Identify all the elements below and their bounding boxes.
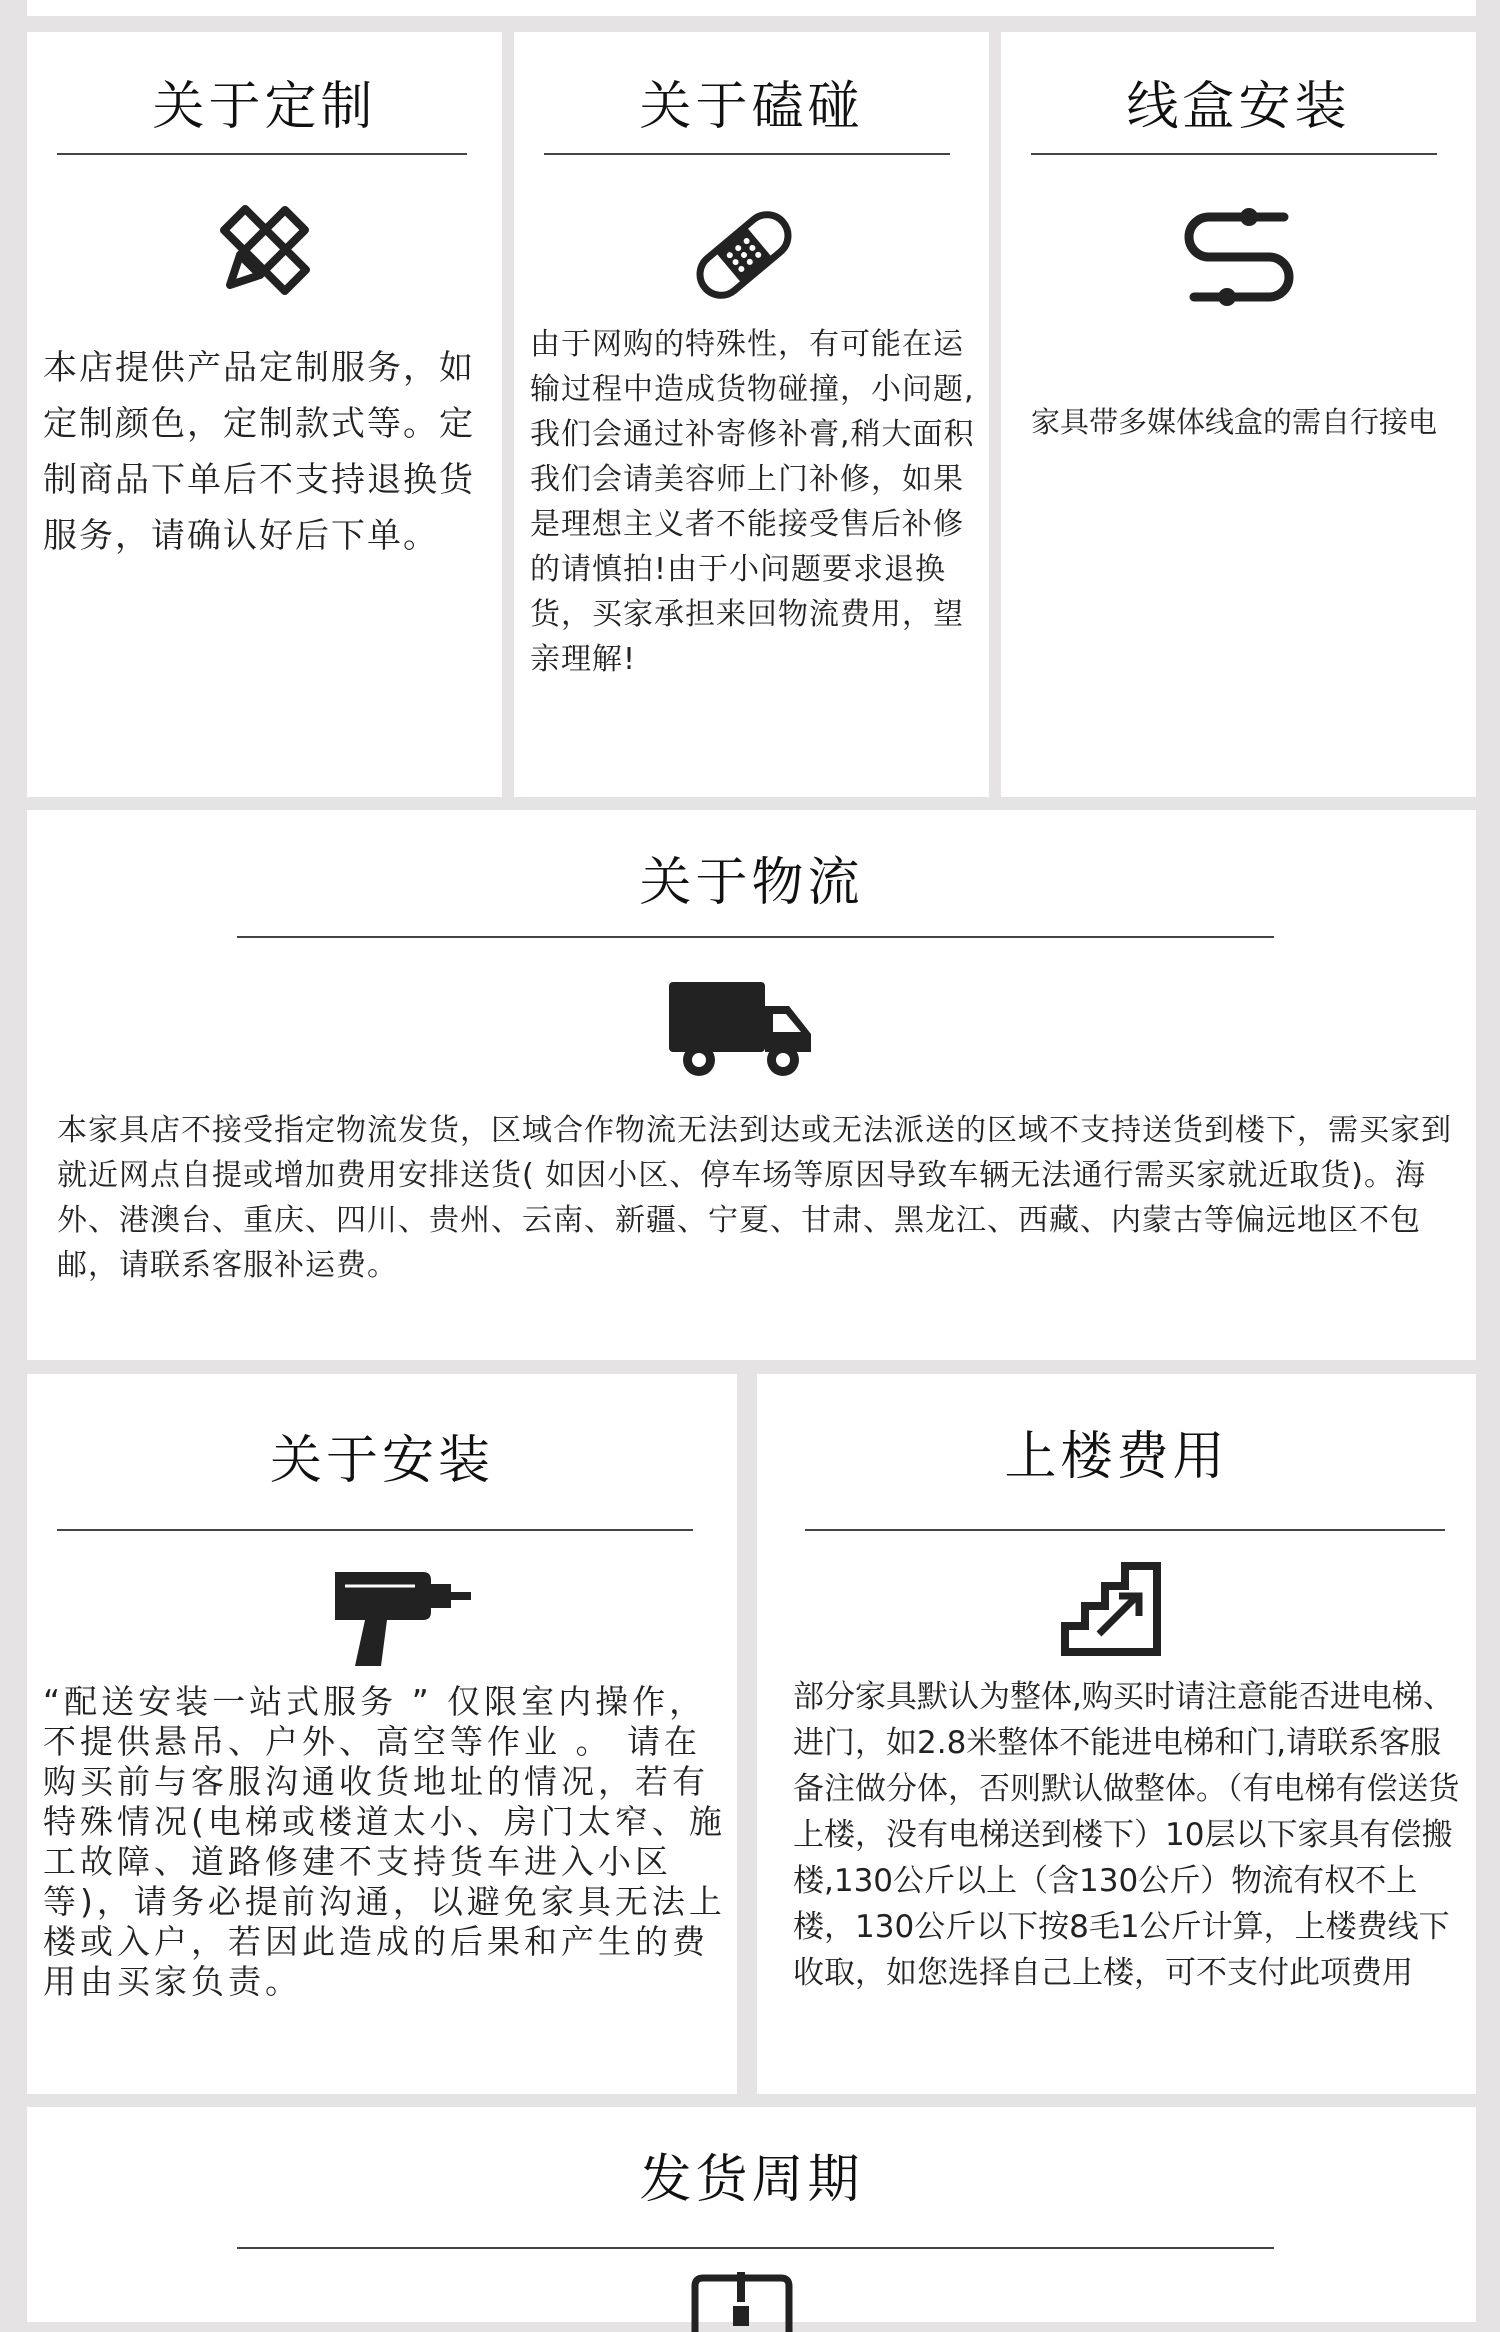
shipping-cycle-title: 发货周期 — [639, 2150, 864, 2210]
shipping-cycle-divider — [237, 2247, 1274, 2249]
custom-order-body: 本店提供产品定制服务，如定制颜色，定制款式等。定制商品下单后不支持退换货服务，请确认好后下单。 — [43, 348, 475, 556]
stairs-fee-card — [757, 1374, 1476, 2094]
bump-policy-divider — [544, 153, 950, 155]
stairs-icon — [1059, 1548, 1169, 1658]
logistics-divider — [237, 936, 1274, 938]
delivery-truck-icon — [665, 968, 815, 1088]
logistics-body: 本家具店不接受指定物流发货，区域合作物流无法到达或无法派送的区域不支持送货到楼下，需买家到就近网点自提或增加费用安排送货( 如因小区、停车场等原因导致车辆无法通行需买家就近取货)。海外、港澳台、重庆、四川、贵州、云南、新疆、宁夏、甘肃、黑龙江、西藏、内蒙古等偏远地区不包邮，请联系客服补运费。 — [57, 1113, 1452, 1283]
pencil-ruler-icon — [210, 195, 320, 305]
installation-divider — [57, 1529, 693, 1531]
stairs-fee-body: 部分家具默认为整体,购买时请注意能否进电梯、进门，如2.8米整体不能进电梯和门,请联系客服备注做分体，否则默认做整体。（有电梯有偿送货上楼，没有电梯送到楼下）10层以下家具有偿搬楼,130公斤以上（含130公斤）物流有权不上楼，130公斤以下按8毛1公斤计算，上楼费线下收取，如您选择自己上楼，可不支付此项费用 — [793, 1679, 1460, 1991]
installation-title: 关于安装 — [269, 1431, 494, 1491]
cable-box-body: 家具带多媒体线盒的需自行接电 — [1031, 405, 1438, 439]
installation-card — [27, 1374, 737, 2094]
calendar-icon — [687, 2272, 797, 2332]
cable-box-title: 线盒安装 — [1126, 77, 1351, 137]
power-drill-icon — [325, 1562, 475, 1672]
shipping-cycle-card — [27, 2107, 1476, 2322]
logistics-card — [27, 810, 1476, 1360]
bump-policy-card — [514, 32, 989, 797]
installation-body: “配送安装一站式服务 ” 仅限室内操作， 不提供悬吊、户外、高空等作业 。 请在购买前与客服沟通收货地址的情况，若有特殊情况(电梯或楼道太小、房门太窄、施工故障、道路修建不支持货车进入小区等)，请务必提前沟通，以避免家具无法上楼或入户，若因此造成的后果和产生的费用由买家负责。 — [43, 1682, 726, 2001]
custom-order-title: 关于定制 — [152, 77, 377, 137]
bandage-icon — [689, 200, 799, 310]
cable-path-icon — [1179, 202, 1299, 312]
stairs-fee-divider — [805, 1529, 1445, 1531]
custom-order-divider — [57, 153, 467, 155]
custom-order-card — [27, 32, 502, 797]
bump-policy-body: 由于网购的特殊性，有可能在运输过程中造成货物碰撞，小问题,我们会通过补寄修补膏,稍大面积我们会请美容师上门补修，如果是理想主义者不能接受售后补修的请慎拍!由于小问题要求退换货，买家承担来回物流费用，望亲理解! — [530, 327, 975, 677]
bump-policy-title: 关于磕碰 — [639, 77, 864, 137]
top-strip-card — [27, 0, 1476, 16]
logistics-title: 关于物流 — [639, 853, 864, 913]
cable-box-card — [1001, 32, 1476, 797]
stairs-fee-title: 上楼费用 — [1004, 1427, 1229, 1487]
cable-box-divider — [1031, 153, 1437, 155]
